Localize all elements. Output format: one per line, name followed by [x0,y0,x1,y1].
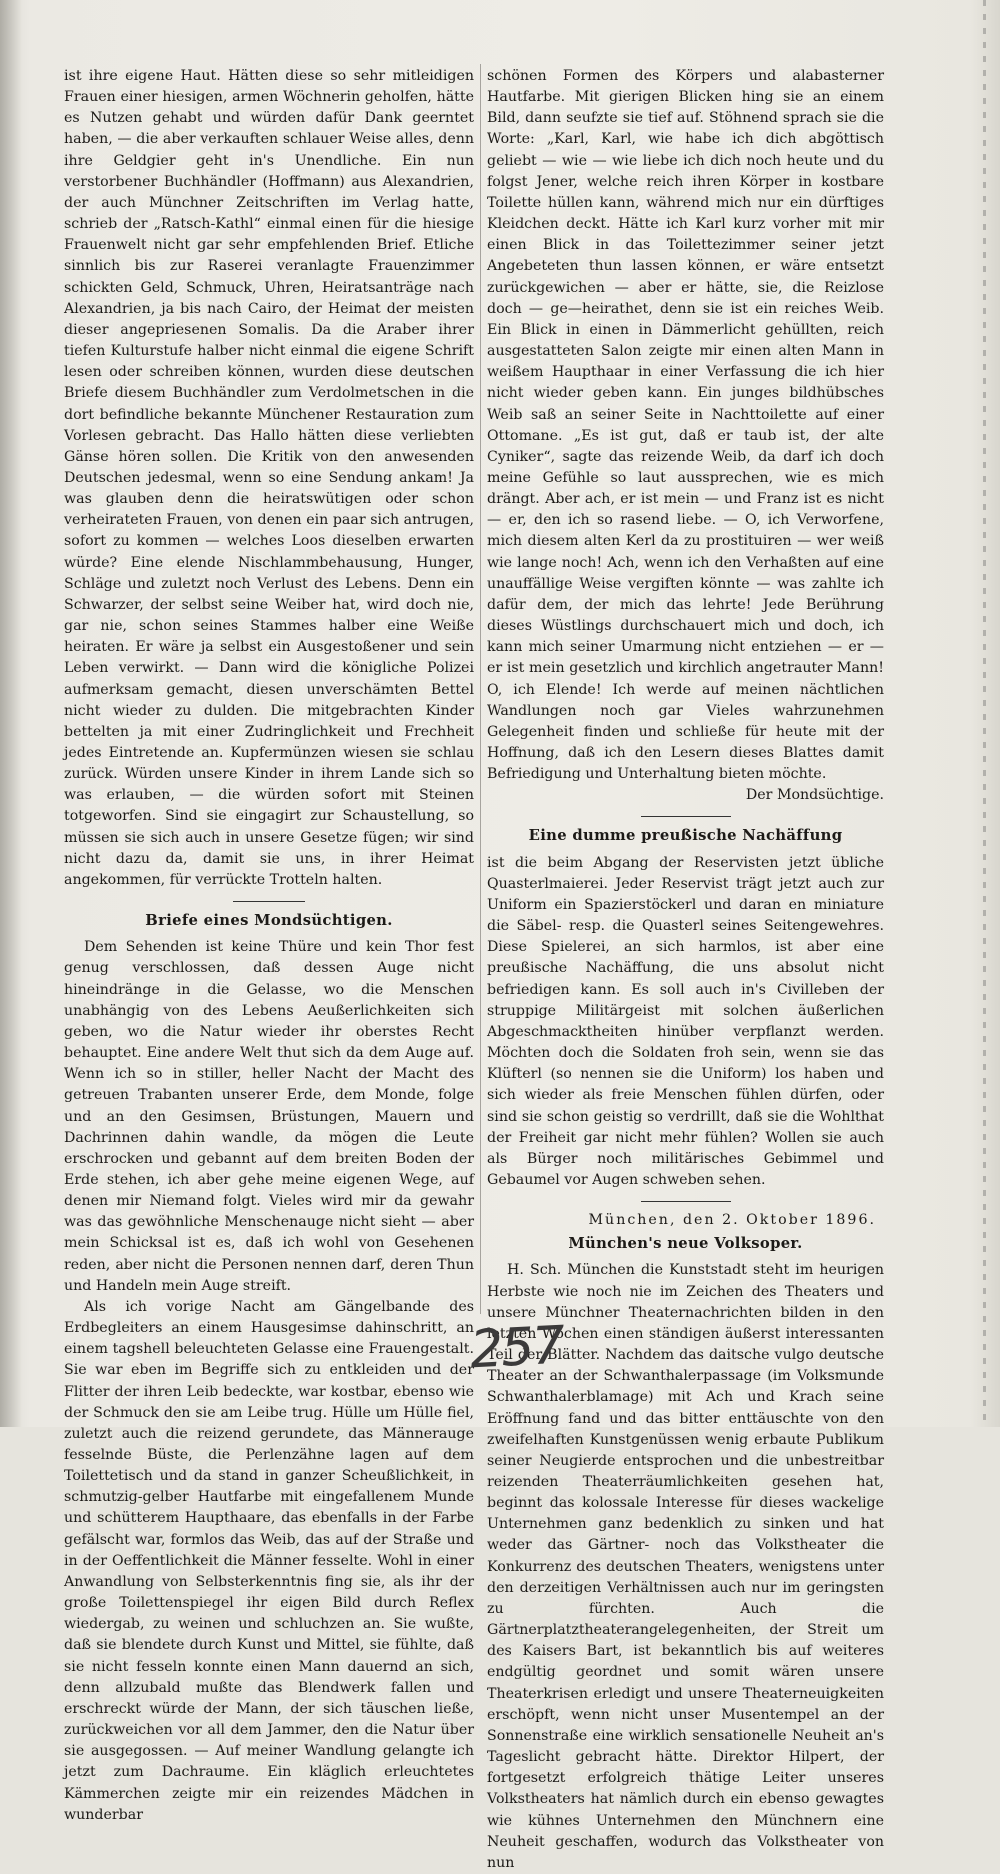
headline-volksoper: München's neue Volksoper. [568,1235,803,1253]
right-paragraph-2: ist die beim Abgang der Reservisten jetzt übliche Quasterlmaierei. Jeder Reservist trägt jetzt auch zur Uniform ein Spazierstöckerl und daran en miniature die Säbel- resp. die Quasterl seines Seitengewehres. Diese Spielerei, an sich harmlos, ist aber eine preußische Nachäffung, die uns absolut nicht befriedigen kann. Es soll auch in's Civilleben der struppige Militärgeist mit solchen äußerlichen Abgeschmacktheiten hinüber verpflanzt werden. Möchten doch die Soldaten froh sein, wenn sie das Klüfterl (so nennen sie die Uniform) los haben und sich wieder als freie Menschen fühlen dürfen, oder sind sie schon geistig so verdrillt, daß sie die Wohlthat der Freiheit gar nicht mehr fühlen? Wollen sie auch als Bürger noch militärisches Gebimmel und Gebaumel vor Augen schweben sehen. [487,854,884,1188]
right-paragraph-3: H. Sch. München die Kunststadt steht im heurigen Herbste wie noch nie im Zeichen des Theaters und unsere Münchner Theaternachrichten bilden in den letzten Wochen einen ständigen äußerst interessanten Teil der Blätter. Nachdem das daitsche vulgo deutsche Theater an der Schwanthalerpassage (im Volksmunde Schwanthalerblamage) mit Ach und Krach seine Eröffnung fand und das bitter enttäuschte von den zweifelhaften Kunstgenüssen wenig erbaute Publikum seiner Neugierde entsprochen und die unbestreitbar reizenden Theaterräumlichkeiten gesehen hat, beginnt das kolossale Interesse für dieses wackelige Unternehmen ganz bedenklich zu sinken und hat weder das Gärtner- noch das Volkstheater die Konkurrenz des deutschen Theaters, wenigstens unter den derzeitigen Verhältnissen auch nur im geringsten zu fürchten. Auch die Gärtnerplatztheaterangelegenheiten, der Streit um des Kaisers Bart, ist bekanntlich bis auf weiteres endgültig geordnet und somit wären unsere Theaterkrisen erledigt und unsere Theaterneuigkeiten erschöpft, wenn nicht unser Musentempel an der Sonnenstraße eine wirklich sensationelle Neuheit an's Tageslicht gebracht hätte. Direktor Hilpert, der fortgesetzt erfolgreich thätige Leiter unseres Volkstheaters hat nämlich durch ein ebenso gewagtes wie kühnes Unternehmen den Münchnern eine Neuheit geschaffen, wodurch das Volkstheater von nun [487,1262,884,1871]
left-column [64,66,474,1826]
handwritten-page-number: 257 [468,1315,565,1381]
right-column [487,66,884,1874]
section-divider [641,1201,731,1202]
scan-edge-marks [983,0,986,1427]
section-divider [641,816,731,817]
dateline: München, den 2. Oktober 1896. [588,1212,876,1229]
headline-briefe: Briefe eines Mondsüchtigen. [145,912,393,930]
section-divider [233,901,305,902]
left-paragraph-3: Als ich vorige Nacht am Gängelbande des Erdbegleiters an einem Hausgesimse dahinschritt, an einem tagshell beleuchteten Gelasse eine Frauengestalt. Sie war eben im Begriffe sich zu entkleiden und der Flitter der ihren Leib bedeckte, war kostbar, ebenso wie der Schmuck den sie am Leibe trug. Hülle um Hülle fiel, zuletzt auch die reizend gerundete, das Männerauge fesselnde Büste, die Perlenzähne lagen auf dem Toilettetisch und da stand in ganzer Scheußlichkeit, in schmutzig-gelber Hautfarbe mit eingefallenem Munde und schütterem Haupthaare, das ebenfalls in der Farbe gefälscht war, formlos das Weib, das auf der Straße und in der Oeffentlichkeit die Männer fesselte. Wohl in einer Anwandlung von Selbsterkenntnis fing sie, als ihr der große Toilettenspiegel ihr eigen Bild durch Reflex wiedergab, zu weinen und schluchzen an. Sie wußte, daß sie blendete durch Kunst und Mittel, sie fühlte, daß sie nicht fesseln konnte einen Mann dauernd an sich, denn allzubald mußte das Blendwerk fallen und erschreckt würde der Mann, der sich täuschen ließe, zurückweichen vor all dem Jammer, den die Natur über sie ausgegossen. — Auf meiner Wandlung gelangte ich jetzt zum Dachraume. Ein kläglich erleuchtetes Kämmerchen zeigte mir ein reizendes Mädchen in wunderbar [64,1298,474,1823]
signature: Der Mondsüchtige. [745,787,884,804]
left-paragraph-1: ist ihre eigene Haut. Hätten diese so sehr mitleidigen Frauen einer hiesigen, armen Wöchnerin geholfen, hätte es Nutzen gehabt und würden dafür Dank geerntet haben, — die aber verkauften schlauer Weise alles, denn ihre Geldgier geht in's Unendliche. Ein nun verstorbener Buchhändler (Hoffmann) aus Alexandrien, der auch Münchner Zeitschriften im Verlag hatte, schrieb der „Ratsch-Kathl“ einmal einen für die hiesige Frauenwelt nicht gar sehr empfehlenden Brief. Etliche sinnlich bis zur Raserei veranlagte Frauenzimmer schickten Geld, Schmuck, Uhren, Heiratsanträge nach Alexandrien, ja bis nach Cairo, der Heimat der meisten dieser angepriesenen Somalis. Da die Araber ihrer tiefen Kulturstufe halber nicht einmal die eigene Schrift lesen oder schreiben können, wurden diese deutschen Briefe diesem Buchhändler zum Verdolmetschen in die dort befindliche bekannte Münchener Restauration zum Vorlesen gebracht. Das Hallo hätten diese verliebten Gänse hören sollen. Die Kritik von den anwesenden Deutschen jedesmal, wenn so eine Sendung ankam! Ja was glauben denn die heiratswütigen oder schon verheirateten Frauen, von denen ein paar sich antrugen, sofort zu kommen — welches Loos dieselben erwarten würde? Eine elende Nischlammbehausung, Hunger, Schläge und zuletzt noch Verlust des Lebens. Denn ein Schwarzer, der selbst seine Weiber hat, wird doch nie, gar nie, schon seines Stammes halber eine Weiße heiraten. Er wäre ja selbst ein Ausgestoßener und sein Leben verwirkt. — Dann wird die königliche Polizei aufmerksam gemacht, diesen unverschämten Bettel nicht wieder zu dulden. Die mitgebrachten Kinder bettelten ja mit einer Zudringlichkeit und Frechheit jedes Eintretende an. Kupfermünzen wiesen sie schlau zurück. Würden unsere Kinder in ihrem Lande sich so was erlauben, — die würden sofort mit Steinen totgeworfen. Sind sie eingagirt zur Schaustellung, so müssen sie sich auch in unsere Gesetze fügen; wir sind nicht dazu da, damit sie uns, in ihrer Heimat angekommen, für verrückte Trotteln halten. [64,68,474,888]
column-rule [480,64,481,1314]
right-paragraph-1: schönen Formen des Körpers und alabasterner Hautfarbe. Mit gierigen Blicken hing sie an einem Bild, dann seufzte sie tief auf. Stöhnend sprach sie die Worte: „Karl, Karl, wie habe ich dich abgöttisch geliebt — wie — wie liebe ich dich noch heute und du folgst Jener, welche reich ihren Körper in kostbare Toilette hüllen kann, während mich nur ein dürftiges Kleidchen deckt. Hätte ich Karl kurz vorher mit mir einen Blick in das Toilettezimmer seiner jetzt Angebeteten thun lassen können, er wäre entsetzt zurückgewichen — aber er hätte, sie, die Reizlose doch — ge—heirathet, denn sie ist ein reiches Weib. Ein Blick in einen in Dämmerlicht gehüllten, reich ausgestatteten Salon zeigte mir einen alten Mann in weißem Haupthaar in einer Verfassung die ich hier nicht wieder geben kann. Ein junges bildhübsches Weib saß an seiner Seite in Nachttoilette auf einer Ottomane. „Es ist gut, daß er taub ist, der alte Cyniker“, sagte das reizende Weib, da darf ich doch meine Gefühle so laut aussprechen, wie es mich drängt. Aber ach, er ist mein — und Franz ist es nicht — er, den ich so rasend liebe. — O, ich Verworfene, mich diesem alten Kerl da zu prostituiren — wer weiß wie lange noch! Ach, wenn ich den Verhaßten auf eine unauffällige Weise vergiften könnte — was zahlte ich dafür dem, der mich das lehrte! Jede Berührung dieses Wüstlings durchschauert mich und doch, ich kann mich seiner Umarmung nicht entziehen — er — er ist mein gesetzlich und kirchlich angetrauter Mann! O, ich Elende! Ich werde auf meinen nächtlichen Wandlungen noch gar Vieles wahrzunehmen Gelegenheit finden und schließe für heute mit der Hoffnung, daß ich den Lesern dieses Blattes damit Befriedigung und Unterhaltung bieten möchte. [487,68,884,783]
scan-edge-shadow [0,0,22,1427]
left-paragraph-2: Dem Sehenden ist keine Thüre und kein Thor fest genug verschlossen, daß dessen Auge nicht hineindränge in die Gelasse, wo die Menschen unabhängig von des Lebens Aeußerlichkeiten sich geben, wo die Natur wieder ihr oberstes Recht behauptet. Eine andere Welt thut sich da dem Auge auf. Wenn ich so in stiller, heller Nacht der Macht des getreuen Trabanten unserer Erde, dem Monde, folge und an den Gesimsen, Brüstungen, Mauern und Dachrinnen dahin wandle, da mögen die Leute erschrocken und gebannt auf dem breiten Boden der Erde stehen, ich aber gehe meine eigenen Wege, auf denen mir Niemand folgt. Vieles wird mir da gewahr was das gewöhnliche Menschenauge nicht sieht — aber mein Schicksal ist es, daß ich wohl von Gesehenen reden, aber nicht die Personen nennen darf, deren Thun und Handeln mein Auge streift. [64,939,474,1294]
headline-nachaeffung: Eine dumme preußische Nachäffung [528,827,843,845]
